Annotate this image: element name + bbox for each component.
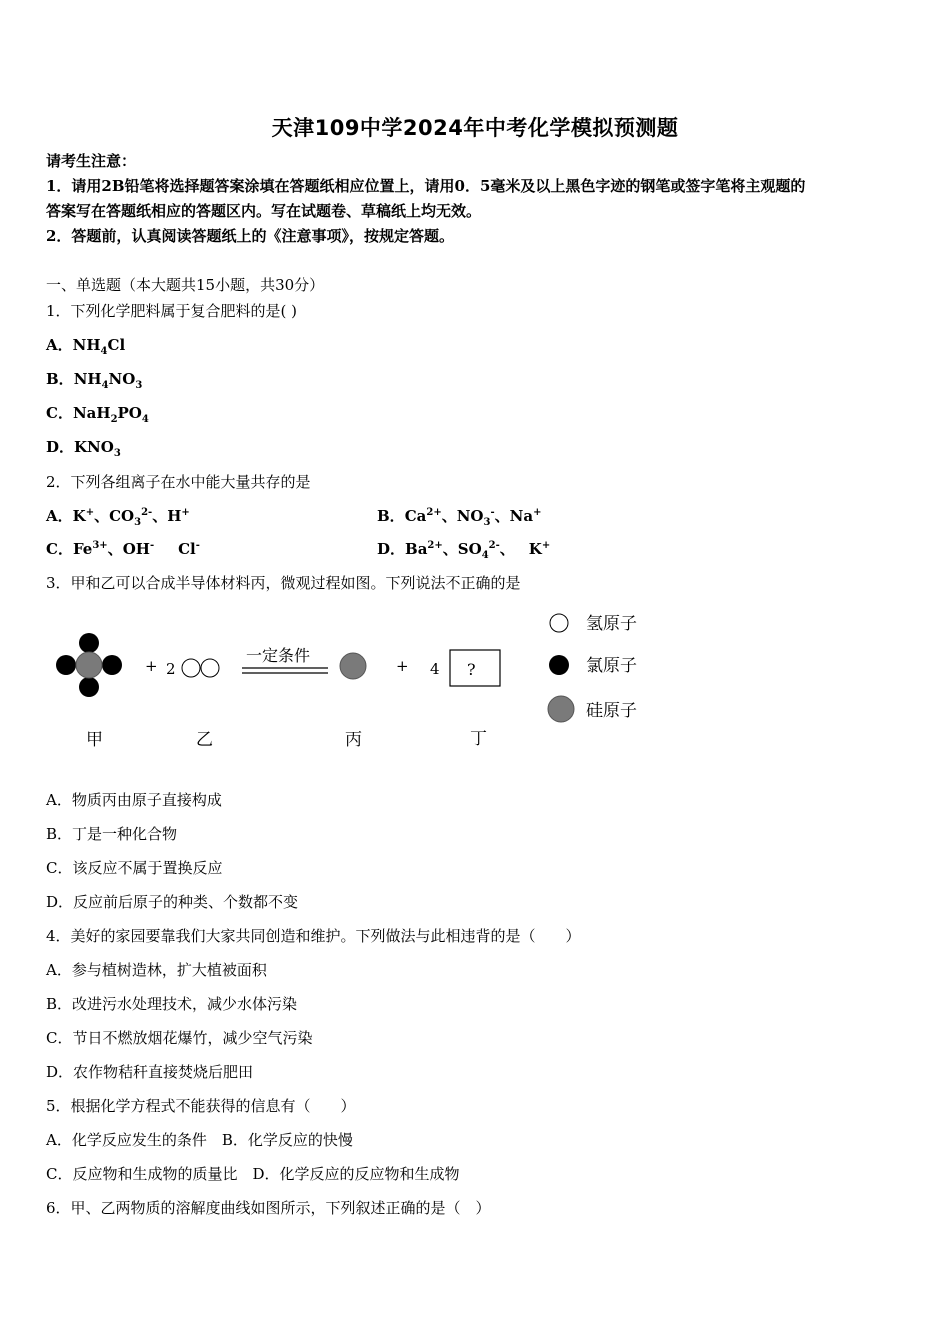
q1-stem: 1．下列化学肥料属于复合肥料的是( ) — [46, 302, 298, 320]
q1-option-b: B．$NH_4NO_3$ — [46, 370, 143, 391]
q1-option-d: D．$KNO_3$ — [46, 438, 121, 459]
reaction-condition: 一定条件 — [246, 646, 311, 665]
q2-option-a: A．K+、$CO_3^{2-}$、H+ — [46, 507, 190, 528]
q1-option-a: A．$NH_4Cl$ — [46, 336, 126, 357]
q4-option-d: D．农作物秸秆直接焚烧后肥田 — [46, 1063, 254, 1081]
plus-sign-1: + — [145, 657, 158, 675]
q2-option-c: C．$Fe^{3+}$、OH- Cl- — [46, 540, 200, 558]
label-bing: 丙 — [345, 730, 362, 750]
notice-line-2: 2．答题前，认真阅读答题纸上的《注意事项》，按规定答题。 — [46, 227, 454, 245]
plus-sign-2: + — [396, 657, 409, 675]
molecule-jia — [56, 633, 122, 697]
unknown-mark: ? — [467, 660, 476, 679]
q4-option-b: B．改进污水处理技术，减少水体污染 — [46, 995, 298, 1013]
coef-yi: 2 — [166, 660, 176, 678]
q4-stem: 4．美好的家园要靠我们大家共同创造和维护。下列做法与此相违背的是（ ） — [46, 927, 581, 945]
q1-option-c: C．$NaH_2PO_4$ — [46, 404, 149, 425]
reaction-diagram — [40, 605, 660, 765]
legend-chlorine: 氯原子 — [586, 656, 637, 676]
legend-silicon-icon — [548, 696, 574, 722]
q6-stem: 6．甲、乙两物质的溶解度曲线如图所示，下列叙述正确的是（ ） — [46, 1199, 491, 1217]
q2-option-d: D．$Ba^{2+}$、$SO_4^{2-}$、 K+ — [377, 540, 551, 561]
label-ding: 丁 — [470, 729, 487, 749]
q3-option-c: C．该反应不属于置换反应 — [46, 859, 223, 877]
q5-options-cd: C．反应物和生成物的质量比 D．化学反应的反应物和生成物 — [46, 1165, 460, 1183]
notice-heading: 请考生注意： — [46, 152, 137, 170]
label-jia: 甲 — [86, 730, 103, 750]
q3-option-b: B．丁是一种化合物 — [46, 825, 178, 843]
legend-hydrogen-icon — [550, 614, 568, 632]
q5-stem: 5．根据化学方程式不能获得的信息有（ ） — [46, 1097, 356, 1115]
molecule-yi — [182, 659, 219, 677]
q3-stem: 3．甲和乙可以合成半导体材料丙，微观过程如图。下列说法不正确的是 — [46, 574, 521, 592]
notice-line-1b: 答案写在答题纸相应的答题区内。写在试题卷、草稿纸上均无效。 — [46, 202, 482, 220]
q4-option-c: C．节日不燃放烟花爆竹，减少空气污染 — [46, 1029, 313, 1047]
q3-option-d: D．反应前后原子的种类、个数都不变 — [46, 893, 299, 911]
q2-option-b: B．$Ca^{2+}$、$NO_3^-$、Na+ — [377, 507, 542, 528]
legend-chlorine-icon — [549, 655, 569, 675]
notice-line-1a: 1．请用2B铅笔将选择题答案涂填在答题纸相应位置上，请用0．5毫米及以上黑色字迹的钢笔或签字笔将主观题的 — [46, 177, 806, 195]
molecule-bing — [340, 653, 366, 679]
legend-silicon: 硅原子 — [586, 701, 637, 721]
section-heading: 一、单选题（本大题共15小题，共30分） — [46, 276, 325, 294]
q2-stem: 2．下列各组离子在水中能大量共存的是 — [46, 473, 311, 491]
coef-ding: 4 — [430, 660, 440, 678]
legend-hydrogen: 氢原子 — [586, 614, 637, 634]
label-yi: 乙 — [196, 730, 213, 750]
q4-option-a: A．参与植树造林，扩大植被面积 — [46, 961, 267, 979]
q5-options-ab: A．化学反应发生的条件 B．化学反应的快慢 — [46, 1131, 353, 1149]
q3-option-a: A．物质丙由原子直接构成 — [46, 791, 222, 809]
page-title: 天津109中学2024年中考化学模拟预测题 — [271, 116, 679, 140]
